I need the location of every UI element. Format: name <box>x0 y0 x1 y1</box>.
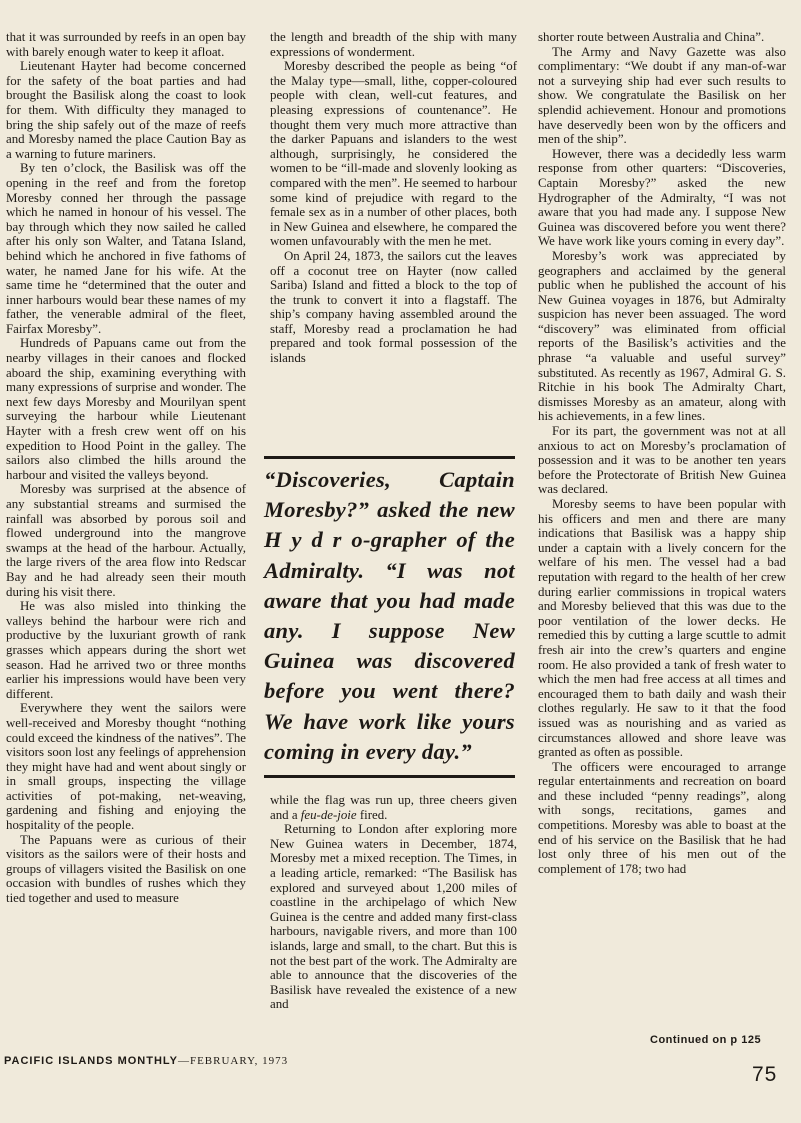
paragraph: For its part, the government was not at all anxious to act on Moresby’s proclamation of possession and it was to be another ten years before the Protectorate of British New Guinea was declared. <box>538 424 786 497</box>
paragraph: Returning to London after exploring more New Guinea waters in December, 1874, Moresby met a mixed reception. The Times, in a leading article, remarked: “The Basilisk has explored and surveyed about 1,200 miles of coastline in the archipelago of which New Guinea is the centre and added many first-class harbours, navigable rivers, and more than 100 islands, large and small, to the chart. But this is not the best part of the work. The Admiralty are able to announce that the discoveries of the Basilisk have revealed the existence of a new and <box>270 822 517 1012</box>
italic-term: feu-de-joie <box>300 807 357 822</box>
page-footer <box>4 1055 288 1067</box>
magazine-title: PACIFIC ISLANDS MONTHLY <box>4 1055 178 1067</box>
paragraph: The Papuans were as curious of their visitors as the sailors were of their hosts and groups of villagers visited the Basilisk on one occasion with bundles of rushes which they tied together and used to measure <box>6 832 246 906</box>
text-run: while the flag was run up, three cheers given and a <box>270 793 517 822</box>
column-2-bottom <box>270 793 517 1012</box>
paragraph: He was also misled into thinking the valleys behind the harbour were rich and productive by the luxuriant growth of rank grasses which appears during the short wet season. Had he arrived two or three months earlier his impressions would have been very different. <box>6 599 246 701</box>
paragraph: On April 24, 1873, the sailors cut the leaves off a coconut tree on Hayter (now called Sariba) Island and fitted a block to the top of the trunk to convert it into a flagstaff. The ship’s company having assembled around the staff, Moresby read a proclamation he had prepared and took formal possession of the islands <box>270 248 517 366</box>
continued-note: Continued on p 125 <box>650 1034 762 1046</box>
issue-date: —FEBRUARY, 1973 <box>177 1055 289 1067</box>
paragraph: Moresby’s work was appreciated by geographers and acclaimed by the general public when he published the account of his New Guinea voyages in 1876, but Admiralty suspicion has never been assuaged. The word “discovery” was eliminated from official reports of the Basilisk’s activities and the phrase “a valuable and useful survey” substituted. As recently as 1967, Admiral G. S. Ritchie in his book The Admiralty Chart, dismisses Moresby as an amateur, along with his achievements, in a few lines. <box>538 248 786 424</box>
paragraph: By ten o’clock, the Basilisk was off the opening in the reef and from the foretop Moresby conned her through the passage which he named in honour of his vessel. The bay through which they now sailed he called after his only son Walter, and Tatana Island, behind which he anchored in five fathoms of water, he named Jane for his wife. At the same time he “determined that the outer and inner harbours would bear these names of my father, the venerable admiral of the fleet, Fairfax Moresby”. <box>6 161 246 336</box>
paragraph: The officers were encouraged to arrange regular entertainments and recreation on board and these included “penny readings”, along with songs, recitations, games and competitions. Moresby was able to boast at the end of his service on the Basilisk that he had lost only three of his men out of the complement of 178; two had <box>538 759 786 876</box>
pull-quote-text: “Discoveries, Captain Moresby?” asked the new H y d r o-grapher of the Admiralty. “I was not aware that you had made any. I suppose New Guinea was discovered before you went there? We have work like yours coming in every day.” <box>264 467 515 764</box>
page-number: 75 <box>752 1063 778 1086</box>
column-2-top <box>270 30 517 366</box>
paragraph: However, there was a decidedly less warm response from other quarters: “Discoveries, Captain Moresby?” asked the new Hydrographer of the Admiralty, “I was not aware that you had made any. I suppose New Guinea was discovered before you went there? We have work like yours coming in every day”. <box>538 146 786 249</box>
paragraph: the length and breadth of the ship with many expressions of wonderment. <box>270 30 517 59</box>
pull-quote <box>264 456 515 778</box>
paragraph: Moresby described the people as being “of the Malay type—small, lithe, copper-coloured people with clean, well-cut features, and pleasing expressions of countenance”. He thought them very much more attractive than the darker Papuans and islanders to the west although, surprisingly, he considered the women to be “ill-made and slovenly looking as compared with the men”. He seemed to harbour some kind of prejudice with regard to the female sex as in a number of other places, both in New Guinea and elsewhere, he compared the women unfavourably with the men he met. <box>270 59 517 249</box>
text-run: fired. <box>356 807 388 822</box>
paragraph: Everywhere they went the sailors were well-received and Moresby thought “nothing could exceed the kindness of the natives”. The visitors soon lost any feelings of apprehension they might have had and went about singly or in small groups, inspecting the village activities of pot-making, net-weaving, gardening and fishing and enjoying the hospitality of the people. <box>6 701 246 833</box>
paragraph: The Army and Navy Gazette was also complimentary: “We doubt if any man-of-war not a surveying ship had ever such results to show. We congratulate the Basilisk on her splendid achievement. Honour and promotions have deservedly been won by the officers and men of the ship”. <box>538 44 786 147</box>
paragraph: Lieutenant Hayter had become concerned for the safety of the boat parties and had brought the Basilisk along the coast to look for them. With difficulty they managed to bring the ship safely out of the maze of reefs and Moresby named the place Caution Bay as a warning to future mariners. <box>6 59 246 161</box>
column-1 <box>6 30 246 906</box>
paragraph: Hundreds of Papuans came out from the nearby villages in their canoes and flocked aboard the ship, examining everything with many expressions of surprise and wonder. The next few days Moresby and Mourilyan spent surveying the harbour while Lieutenant Hayter with a fresh crew went off on his expedition to Hood Point in the galley. The sailors also climbed the hills around the harbour and visited the valleys beyond. <box>6 336 246 482</box>
paragraph: Moresby was surprised at the absence of any substantial streams and surmised the rainfall was absorbed by porous soil and flowed underground into the mangrove swamps at the head of the harbour. Actually, the large rivers of the area flow into Redscar Bay and he had already seen their mouth during his visit there. <box>6 482 246 599</box>
paragraph: shorter route between Australia and China”. <box>538 30 765 44</box>
paragraph <box>270 793 517 822</box>
column-3 <box>538 30 786 876</box>
paragraph: that it was surrounded by reefs in an open bay with barely enough water to keep it afloat. <box>6 30 246 59</box>
paragraph: Moresby seems to have been popular with his officers and men and there are many indications that Basilisk was a happy ship under a captain with a lively concern for the welfare of his men. The vessel had a bad reputation with regard to the health of her crew during earlier commissions in tropical waters and Moresby believed that this was due to the poor ventilation of the lower decks. He remedied this by cutting a large scuttle to admit fresh air into the crew’s quarters and engine room. He also provided a tank of fresh water to which the men had free access at all times and encouraged them to bath daily and wash their clothes regularly. He saw to it that the food issued was as nourishing and as varied as circumstances allowed and shore leave was granted as often as possible. <box>538 497 786 760</box>
